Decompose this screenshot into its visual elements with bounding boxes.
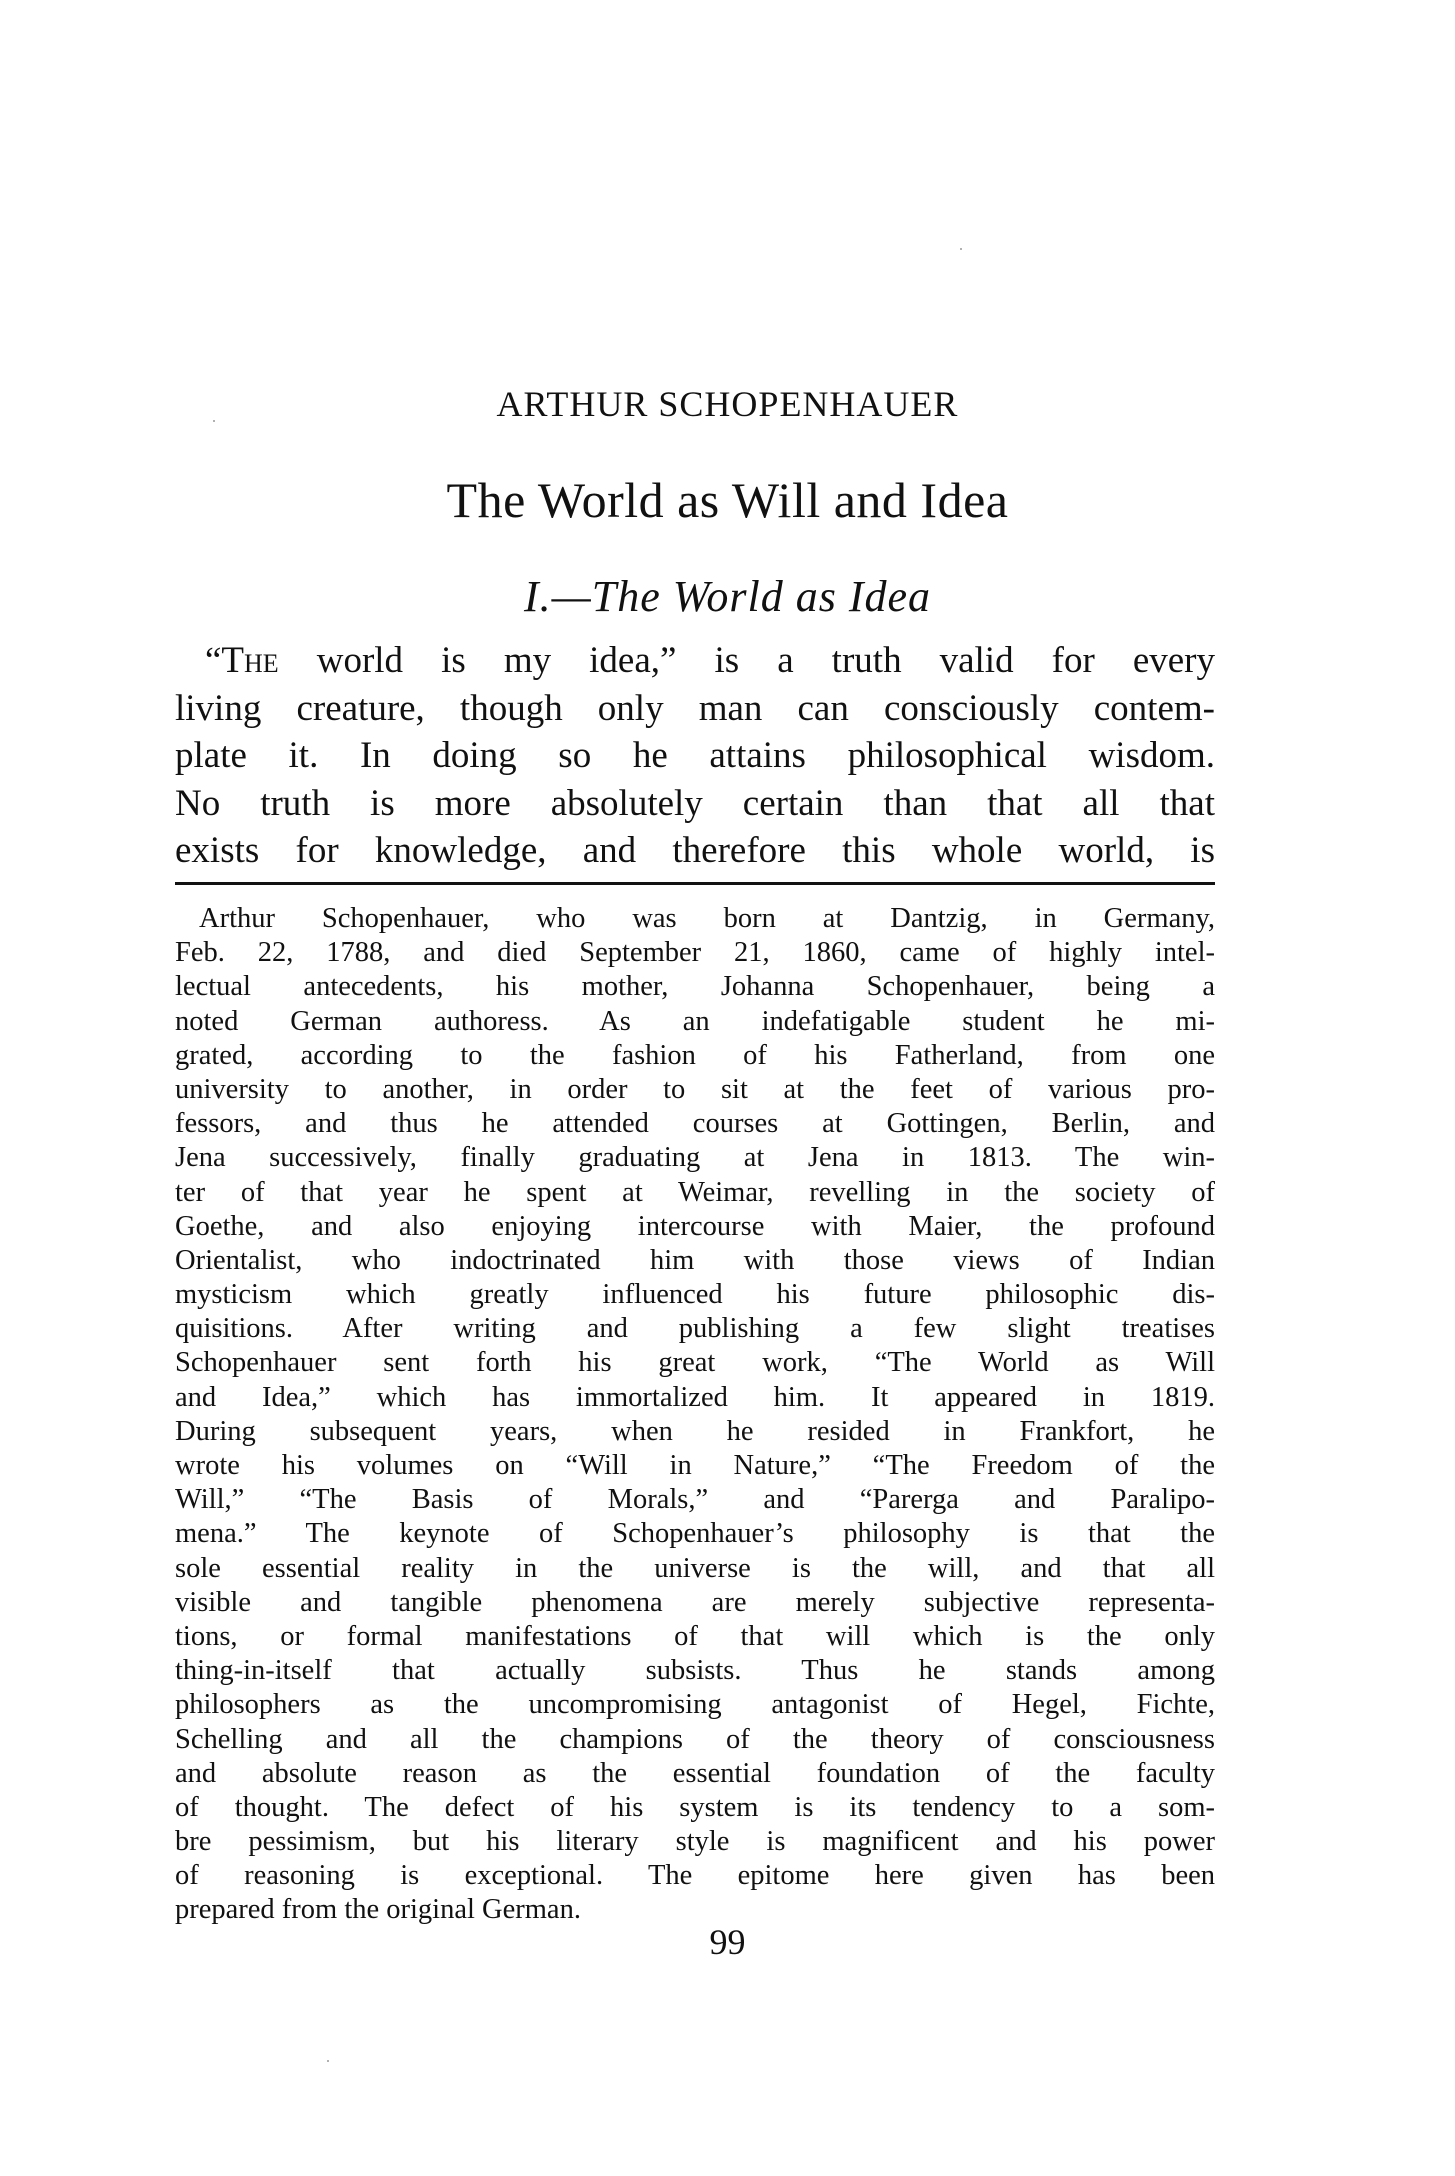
footnote-line: Orientalist, who indoctrinated him with those views of Indian: [175, 1244, 1215, 1276]
footnote-line: sole essential reality in the universe is the will, and that all: [175, 1552, 1215, 1584]
section-heading: I.—The World as Idea: [523, 572, 932, 621]
footnote-line: lectual antecedents, his mother, Johanna Schopenhauer, being a: [175, 971, 1215, 1003]
footnote: [175, 902, 1215, 1928]
footnote-line: visible and tangible phenomena are merely subjective representa-: [175, 1586, 1215, 1618]
footnote-line: and absolute reason as the essential foundation of the faculty: [175, 1757, 1215, 1789]
footnote-line: During subsequent years, when he resided in Frankfort, he: [175, 1415, 1215, 1447]
footnote-line: Will,” “The Basis of Morals,” and “Parerga and Paralipo-: [175, 1484, 1215, 1516]
scan-speck: [327, 2060, 329, 2062]
footnote-divider: [175, 882, 1215, 885]
footnote-line: bre pessimism, but his literary style is magnificent and his power: [175, 1826, 1215, 1858]
footnote-line: thing-in-itself that actually subsists. Thus he stands among: [175, 1655, 1215, 1687]
body-line: plate it. In doing so he attains philosophical wisdom.: [175, 735, 1215, 777]
footnote-line: of thought. The defect of his system is its tendency to a som-: [175, 1791, 1215, 1823]
footnote-line: Schelling and all the champions of the theory of consciousness: [175, 1723, 1215, 1755]
footnote-line: quisitions. After writing and publishing a few slight treatises: [175, 1313, 1215, 1345]
body-line: exists for knowledge, and therefore this whole world, is: [175, 830, 1215, 872]
footnote-line: Goethe, and also enjoying intercourse with Maier, the profound: [175, 1210, 1215, 1242]
footnote-line: noted German authoress. As an indefatigable student he mi-: [175, 1005, 1215, 1037]
page-number: 99: [709, 1922, 746, 1962]
footnote-line: of reasoning is exceptional. The epitome here given has been: [175, 1860, 1215, 1892]
footnote-line: mysticism which greatly influenced his future philosophic dis-: [175, 1279, 1215, 1311]
footnote-line: fessors, and thus he attended courses at Gottingen, Berlin, and: [175, 1108, 1215, 1140]
footnote-line: ter of that year he spent at Weimar, revelling in the society of: [175, 1176, 1215, 1208]
author-heading: ARTHUR SCHOPENHAUER: [496, 384, 959, 424]
body-line: living creature, though only man can consciously contem-: [175, 687, 1215, 729]
scan-speck: [213, 420, 215, 422]
footnote-line: prepared from the original German.: [175, 1894, 581, 1926]
body-line: No truth is more absolutely certain than that all that: [175, 782, 1215, 824]
footnote-line: wrote his volumes on “Will in Nature,” “The Freedom of the: [175, 1450, 1215, 1481]
footnote-line: Schopenhauer sent forth his great work, “The World as Will: [175, 1347, 1215, 1379]
footnote-line: philosophers as the uncompromising antagonist of Hegel, Fichte,: [175, 1689, 1215, 1721]
drop-lead: “The: [205, 640, 279, 681]
footnote-line: Jena successively, finally graduating at Jena in 1813. The win-: [175, 1142, 1215, 1174]
scan-speck: [960, 248, 962, 250]
footnote-line: Feb. 22, 1788, and died September 21, 1860, came of highly intel-: [175, 937, 1215, 969]
footnote-line: university to another, in order to sit at the feet of various pro-: [175, 1073, 1215, 1105]
footnote-line: Arthur Schopenhauer, who was born at Dantzig, in Germany,: [199, 903, 1215, 934]
footnote-line: grated, according to the fashion of his Fatherland, from one: [175, 1039, 1215, 1071]
footnote-line: and Idea,” which has immortalized him. It appeared in 1819.: [175, 1381, 1215, 1413]
footnote-line: tions, or formal manifestations of that will which is the only: [175, 1620, 1215, 1652]
body-text: [175, 637, 1215, 875]
work-title: The World as Will and Idea: [446, 472, 1009, 528]
body-line: “The world is my idea,” is a truth valid for every: [205, 640, 1215, 681]
footnote-line: mena.” The keynote of Schopenhauer’s philosophy is that the: [175, 1518, 1215, 1550]
